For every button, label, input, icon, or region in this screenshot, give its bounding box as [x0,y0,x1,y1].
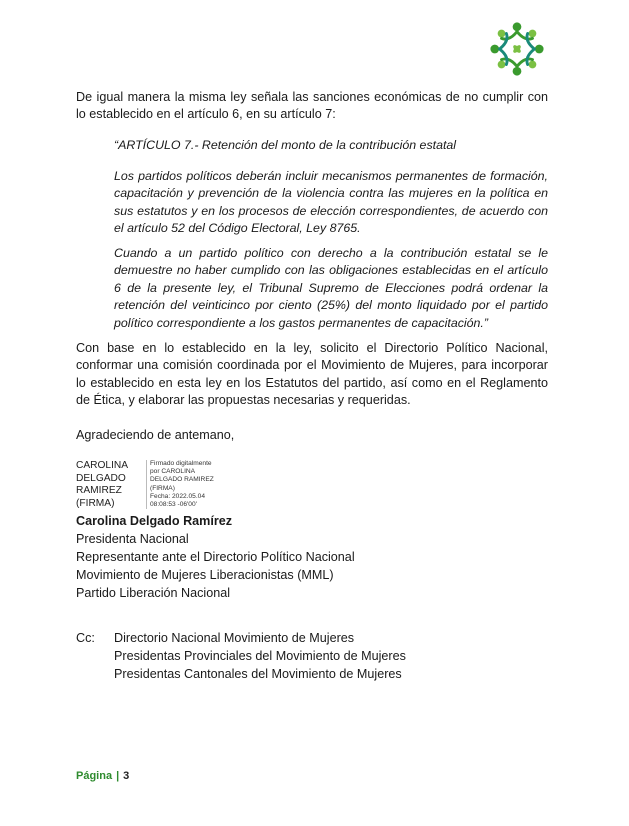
cc-recipient: Presidentas Provinciales del Movimiento de Mujeres [114,649,406,663]
stamp-info-line: (FIRMA) [150,484,175,492]
quote-title: “ARTÍCULO 7.- Retención del monto de la contribución estatal [114,138,457,152]
page-separator: | [116,770,120,782]
closing-line: Agradeciendo de antemano, [76,428,235,442]
digital-signature-name [76,460,128,510]
cc-recipients [114,629,406,683]
stamp-info-line: Fecha: 2022.05.04 [150,492,205,500]
stamp-info-line: 08:08:53 -06'00' [150,501,197,509]
signatory-title: Presidenta Nacional [76,532,189,546]
quote-paragraph-2: Cuando a un partido político con derecho a la contribución estatal se le demuestre no haber cumplido con las obligaciones establecidas en el artículo 6 de la presente ley, el Tribunal Supremo de Elecciones podrá ordenar la retención del veinticinco por ciento (25%) del monto liquidado por el partido político correspondiente a los gastos permanentes de capacitación.” [114,246,548,330]
quote-paragraph-1: Los partidos políticos deberán incluir mecanismos permanentes de formación, capacitación y prevención de la violencia contra las mujeres en la política en sus estatutos y en los procesos de elección correspondientes, de acuerdo con el artículo 52 del Código Electoral, Ley 8765. [114,169,548,236]
request-paragraph: Con base en lo establecido en la ley, solicito el Directorio Político Nacional, conformar una comisión coordinada por el Movimiento de Mujeres, para incorporar lo establecido en esta ley en los Estatutos del partido, así como en el Reglamento de Ética, y elaborar las propuestas necesarias y requeridas. [76,341,548,408]
stamp-name-line: CAROLINA [76,460,129,471]
stamp-info-line: Firmado digitalmente [150,460,212,467]
stamp-name-line: (FIRMA) [76,497,115,509]
organization-logo [488,20,546,78]
stamp-name-line: RAMIREZ [76,485,122,497]
page-label: Página [76,770,113,782]
cc-recipient: Presidentas Cantonales del Movimiento de Mujeres [114,667,402,681]
cc-label: Cc: [76,631,95,645]
cc-recipient: Directorio Nacional Movimiento de Mujeres [114,631,355,645]
stamp-info-line: por CAROLINA [150,468,196,476]
signatory-name: Carolina Delgado Ramírez [76,514,233,528]
signatory-title: Partido Liberación Nacional [76,586,231,600]
stamp-name-line: DELGADO [76,472,126,484]
intro-paragraph: De igual manera la misma ley señala las sanciones económicas de no cumplir con lo establecido en el artículo 6, en su artículo 7: [76,90,548,122]
signatory-block [76,512,355,602]
stamp-info-line: DELGADO RAMIREZ [150,476,214,484]
signatory-title: Representante ante el Directorio Político Nacional [76,550,355,564]
page-number: 3 [123,770,130,782]
signatory-title: Movimiento de Mujeres Liberacionistas (MML) [76,568,334,582]
page-footer [76,770,129,782]
digital-signature-info [146,460,214,509]
